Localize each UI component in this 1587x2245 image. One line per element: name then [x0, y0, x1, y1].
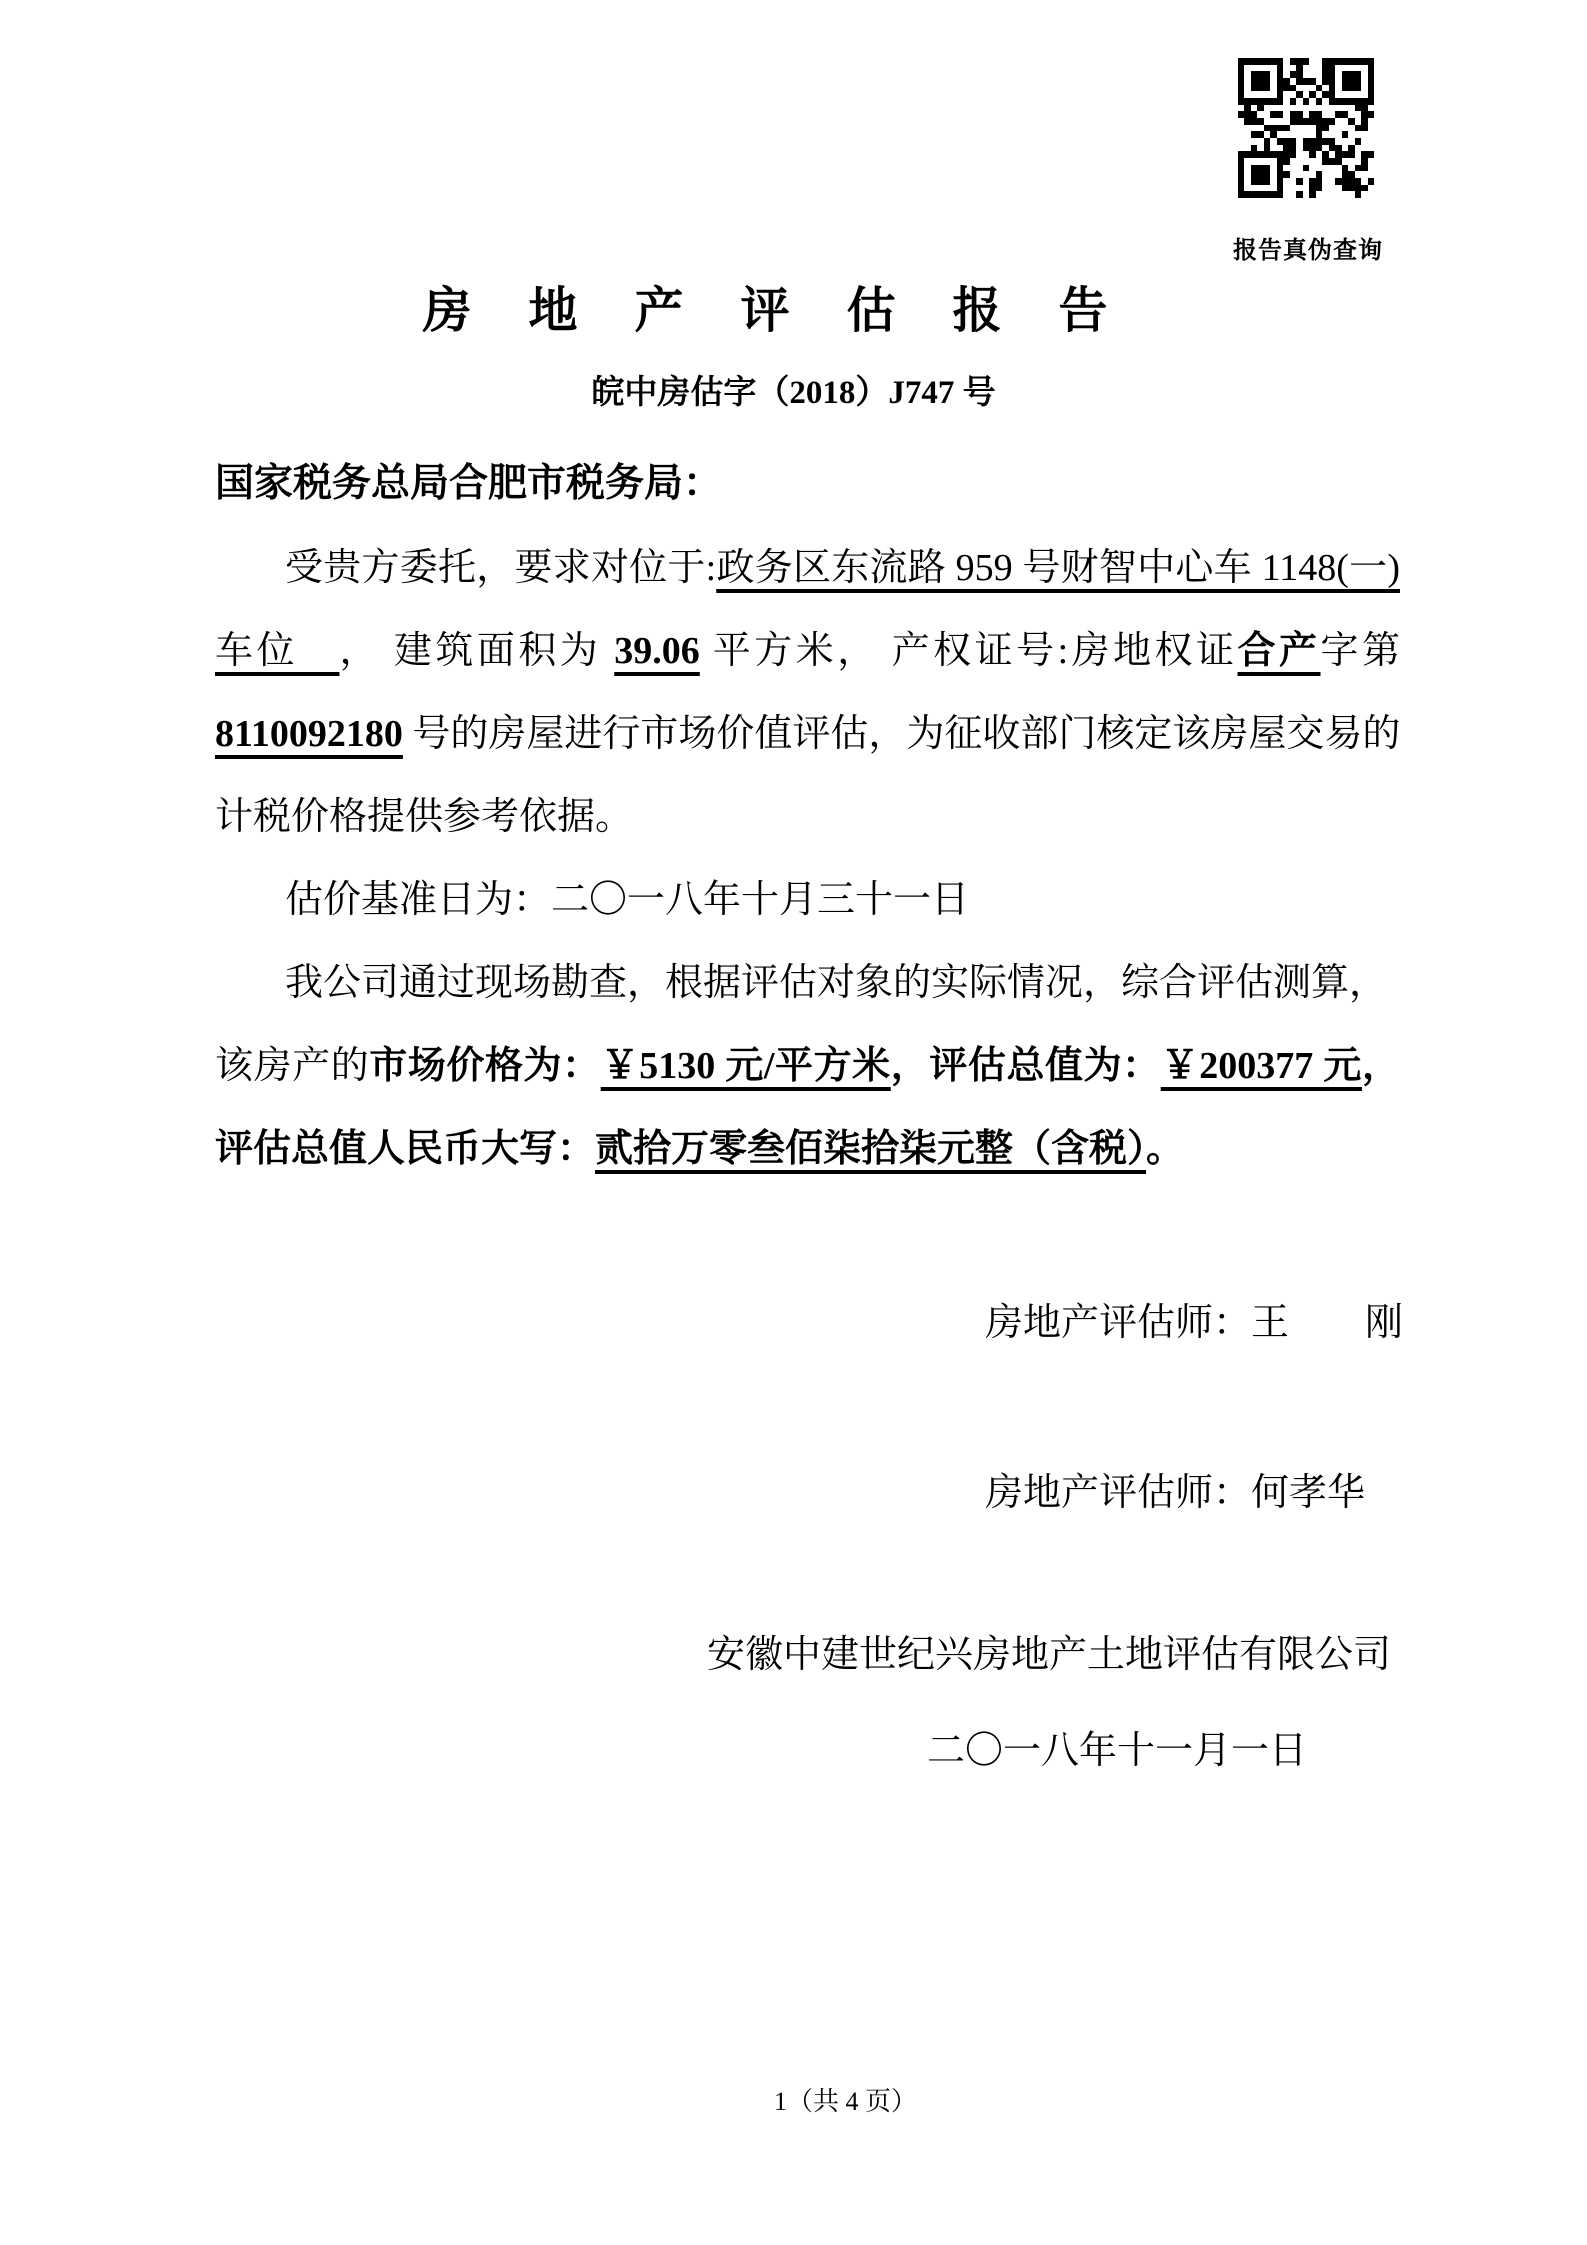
qr-module: [1368, 111, 1374, 118]
line8-period: 。: [1146, 1128, 1185, 1170]
line7-total-value-label: ，评估总值为：: [890, 1045, 1161, 1087]
line8-capital-amount: 贰拾万零叁佰柒拾柒元整（含税）: [595, 1128, 1147, 1170]
report-title: 房地产评估报告: [422, 283, 1165, 338]
line7-text-a: 该房产的: [215, 1045, 370, 1087]
qr-module: [1368, 65, 1374, 72]
qr-module: [1368, 185, 1374, 192]
qr-module: [1368, 131, 1374, 138]
line3-text: 号的房屋进行市场价值评估，为征收部门核定该房屋交易的: [402, 713, 1401, 755]
line3-cert-number: 8110092180: [215, 713, 403, 755]
body-line-7: [215, 1043, 1400, 1093]
body-line-1: [215, 545, 1400, 595]
qr-module: [1368, 191, 1374, 198]
qr-module: [1368, 105, 1374, 112]
line1-property-address: 政务区东流路 959 号财智中心车 1148(一): [716, 547, 1400, 589]
qr-module: [1368, 78, 1374, 85]
report-date: 二〇一八年十一月一日: [927, 1730, 1308, 1772]
appraiser-signature-1: 房地产评估师：王 刚: [985, 1302, 1404, 1344]
qr-module: [1368, 151, 1374, 158]
company-name: 安徽中建世纪兴房地产土地评估有限公司: [707, 1634, 1392, 1676]
body-line-8: [215, 1126, 1400, 1176]
qr-module: [1368, 85, 1374, 92]
line7-comma: ，: [1361, 1045, 1400, 1087]
line2-floor-area: 39.06: [614, 630, 700, 672]
qr-module: [1368, 118, 1374, 125]
qr-module: [1368, 145, 1374, 152]
doc-number: 皖中房估字（2018）J747 号: [591, 375, 996, 411]
body-line-6: 我公司通过现场勘查，根据评估对象的实际情况，综合评估测算，: [285, 962, 1388, 1004]
page-number: 1（共 4 页）: [773, 2087, 917, 2116]
body-line-5: 估价基准日为：二〇一八年十月三十一日: [285, 879, 970, 921]
qr-module: [1368, 171, 1374, 178]
qr-module: [1368, 58, 1374, 65]
qr-module: [1368, 91, 1374, 98]
line2-text-a: ， 建筑面积为: [339, 630, 615, 672]
body-line-4: 计税价格提供参考依据。: [215, 796, 634, 838]
line2-cert-type: 合产: [1237, 630, 1321, 672]
line1-text: 受贵方委托，要求对位于:: [285, 547, 717, 589]
line7-unit-price: ￥5130 元/平方米: [600, 1045, 891, 1087]
line2-text-b: 平方米， 产权证号:房地权证: [699, 630, 1238, 672]
body-line-2: [215, 628, 1400, 678]
qr-module: [1368, 165, 1374, 172]
qr-module: [1368, 138, 1374, 145]
body-line-3: [215, 711, 1400, 761]
qr-module: [1368, 125, 1374, 132]
qr-code: [1238, 58, 1374, 198]
line2-text-c: 字第: [1320, 630, 1400, 672]
line8-capital-label: 评估总值人民币大写：: [215, 1128, 596, 1170]
appraiser-signature-2: 房地产评估师：何孝华: [985, 1472, 1366, 1514]
qr-module: [1368, 178, 1374, 185]
qr-caption: 报告真伪查询: [1233, 238, 1383, 264]
line7-market-price-label: 市场价格为：: [369, 1045, 601, 1087]
qr-module: [1368, 158, 1374, 165]
line7-total-value: ￥200377 元: [1160, 1045, 1362, 1087]
salutation: 国家税务总局合肥市税务局：: [215, 462, 723, 505]
qr-module: [1368, 98, 1374, 105]
qr-module: [1368, 71, 1374, 78]
line2-parking-space: 车位: [215, 630, 340, 672]
